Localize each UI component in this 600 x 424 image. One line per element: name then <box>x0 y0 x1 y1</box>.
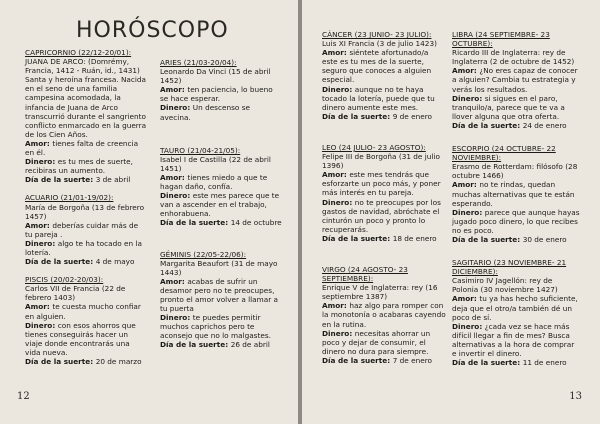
page-number-right: 13 <box>569 391 582 402</box>
zodiac-sign: LIBRA (24 SEPTIEMBRE- 23 OCTUBRE): <box>452 30 550 49</box>
money-line <box>452 94 580 121</box>
horoscope-entry <box>25 48 147 184</box>
entry-heading <box>322 30 446 48</box>
money-line <box>322 198 446 234</box>
money-label: Dinero: <box>322 328 355 338</box>
love-line <box>452 180 580 207</box>
entry-heading <box>452 144 580 180</box>
love-text: ¿No eres capaz de conocer a alguien? Cambia tu estrategia y verás los resultados. <box>452 66 578 94</box>
luck-line <box>25 357 147 366</box>
famous-person: Felipe III de Borgoña (31 de julio 1396) <box>322 152 440 171</box>
luck-text: 11 de enero <box>522 358 567 368</box>
money-label: Dinero: <box>452 321 485 331</box>
left-column-2 <box>160 58 282 359</box>
luck-label: Día de la suerte: <box>322 111 393 121</box>
horoscope-entry <box>160 250 282 350</box>
love-line <box>452 66 580 93</box>
luck-text: 9 de enero <box>392 111 432 121</box>
horoscope-entry <box>322 265 446 365</box>
luck-line <box>160 218 282 227</box>
luck-text: 7 de enero <box>392 355 432 365</box>
love-text: este mes tendrás que esforzarte un poco más, y poner más interés en tu pareja. <box>322 170 441 198</box>
money-label: Dinero: <box>25 157 58 167</box>
love-label: Amor: <box>322 170 350 180</box>
zodiac-sign: ARIES (21/03-20/04): <box>160 58 237 67</box>
love-line <box>25 302 147 320</box>
money-text: no te preocupes por los gastos de navidad, abróchate el cinturón un poco y pronto lo recuperarás. <box>322 197 441 234</box>
horoscope-entry <box>452 30 580 130</box>
money-text: si sigues en el paro, tranquilo/a, parece que te va a llover alguna que otra oferta. <box>452 93 565 121</box>
money-text: este mes parece que te van a ascender en el trabajo, enhorabuena. <box>160 191 280 219</box>
entry-heading <box>25 275 147 302</box>
luck-label: Día de la suerte: <box>452 358 523 368</box>
love-text: haz algo para romper con la monotonía o acabaras cayendo en la rutina. <box>322 301 446 329</box>
left-page <box>0 0 298 424</box>
famous-person: Erasmo de Rotterdam: filósofo (28 octubre 1466) <box>452 162 578 181</box>
famous-person: JUANA DE ARCO: (Domrémy, Francia, 1412 - Ruán, id., 1431) Santa y heroína francesa. Nacida en el seno de una familia campesina acomodada, la infancia de Juana de Arco transcurrió durante el sangriento conflicto enmarcado en la guerra de los Cien Años. <box>25 57 147 139</box>
zodiac-sign: LEO (24 JULIO- 23 AGOSTO): <box>322 142 426 152</box>
love-text: siéntete afortunado/a este es tu mes de la suerte, seguro que conoces a alguien especial. <box>322 48 432 85</box>
luck-label: Día de la suerte: <box>452 120 523 130</box>
horoscope-entry <box>322 143 446 243</box>
luck-label: Día de la suerte: <box>160 218 231 228</box>
zodiac-sign: PISCIS (20/02-20/03): <box>25 275 104 285</box>
money-line <box>322 329 446 356</box>
love-line <box>25 139 147 157</box>
money-label: Dinero: <box>25 320 58 330</box>
zodiac-sign: VIRGO (24 AGOSTO- 23 SEPTIEMBRE): <box>322 264 408 284</box>
entry-heading <box>160 250 282 277</box>
love-label: Amor: <box>160 276 188 286</box>
love-line <box>322 301 446 328</box>
entry-heading <box>452 30 580 66</box>
zodiac-sign: CAPRICORNIO (22/12-20/01): <box>25 48 132 57</box>
luck-line <box>452 235 580 244</box>
money-line <box>160 191 282 218</box>
love-line <box>160 277 282 313</box>
famous-person: Luis XI Francia (3 de julio 1423) <box>322 39 437 49</box>
money-text: necesitas ahorrar un poco y dejar de consumir, el dinero no dura para siempre. <box>322 328 431 356</box>
love-label: Amor: <box>25 302 53 312</box>
right-page <box>302 0 600 424</box>
famous-person: Casimiro IV Jagellón: rey de Polonia (30 noviembre 1427) <box>452 276 558 295</box>
horoscope-entry <box>25 193 147 266</box>
money-line <box>25 321 147 357</box>
horoscope-entry <box>160 146 282 228</box>
money-line <box>160 313 282 340</box>
luck-line <box>452 121 580 130</box>
luck-line <box>25 257 147 266</box>
money-text: algo te ha tocado en la lotería. <box>25 238 142 257</box>
famous-person: Isabel I de Castilla (22 de abril 1451) <box>160 154 271 173</box>
love-text: deberías cuidar más de tu pareja . <box>25 220 139 239</box>
luck-text: 18 de enero <box>392 233 437 243</box>
love-label: Amor: <box>452 66 480 76</box>
luck-label: Día de la suerte: <box>25 357 96 366</box>
love-label: Amor: <box>25 220 53 230</box>
luck-label: Día de la suerte: <box>322 233 393 243</box>
entry-heading <box>25 48 147 139</box>
luck-text: 3 de abril <box>95 175 131 185</box>
love-label: Amor: <box>452 180 480 190</box>
luck-line <box>25 175 147 184</box>
zodiac-sign: TAURO (21/04-21/05): <box>160 145 241 155</box>
money-label: Dinero: <box>322 197 355 207</box>
luck-text: 14 de octubre <box>230 218 282 228</box>
love-line <box>322 48 446 84</box>
love-label: Amor: <box>160 172 188 182</box>
love-text: acabas de sufrir un desamor pero no te preocupes, pronto el amor volver a llamar a tu puerta <box>160 276 279 314</box>
money-label: Dinero: <box>452 93 485 103</box>
luck-text: 30 de enero <box>522 234 567 244</box>
entry-heading <box>452 258 580 294</box>
money-label: Dinero: <box>160 191 193 201</box>
luck-label: Día de la suerte: <box>322 355 393 365</box>
love-label: Amor: <box>160 85 188 95</box>
zodiac-sign: ACUARIO (21/01-19/02): <box>25 193 114 203</box>
luck-label: Día de la suerte: <box>25 257 96 267</box>
money-label: Dinero: <box>452 207 485 217</box>
entry-heading <box>25 193 147 220</box>
page-number-left: 12 <box>17 391 30 402</box>
money-label: Dinero: <box>322 84 355 94</box>
luck-line <box>452 358 580 367</box>
entry-heading <box>322 143 446 170</box>
love-text: no te rindas, quedan muchas alternativas que te están esperando. <box>452 180 575 208</box>
famous-person: Enrique V de Inglaterra: rey (16 septiembre 1387) <box>322 283 438 302</box>
page-title: HORÓSCOPO <box>76 18 229 43</box>
horoscope-entry <box>322 30 446 121</box>
zodiac-sign: SAGITARIO (23 NOVIEMBRE- 21 DICIEMBRE): <box>452 258 567 277</box>
luck-line <box>322 356 446 365</box>
luck-label: Día de la suerte: <box>25 175 96 185</box>
love-line <box>160 85 282 103</box>
zodiac-sign: CÁNCER (23 JUNIO- 23 JULIO): <box>322 30 432 39</box>
love-line <box>25 221 147 239</box>
horoscope-entry <box>25 275 147 366</box>
luck-line <box>322 234 446 243</box>
entry-heading <box>160 146 282 173</box>
love-text: tienes miedo a que te hagan daño, confía. <box>160 172 268 192</box>
zodiac-sign: GÉMINIS (22/05-22/06): <box>160 249 247 259</box>
right-column-2 <box>452 30 580 376</box>
money-text: parece que aunque hayas jugado poco dinero, lo que recibes no es poco. <box>452 207 580 235</box>
luck-line <box>322 112 446 121</box>
luck-line <box>160 340 282 349</box>
money-text: te puedes permitir muchos caprichos pero te aconsejo que no lo malgastes. <box>160 313 271 341</box>
luck-text: 20 de marzo <box>95 357 142 366</box>
zodiac-sign: ESCORPIO (24 OCTUBRE- 22 NOVIEMBRE): <box>452 144 556 163</box>
love-text: te cuesta mucho confiar en alguien. <box>25 302 141 321</box>
famous-person: María de Borgoña (13 de febrero 1457) <box>25 202 145 221</box>
luck-label: Día de la suerte: <box>452 234 523 244</box>
love-line <box>452 294 580 321</box>
money-text: aunque no te haya tocado la lotería, puede que tu dinero aumente este mes. <box>322 84 435 112</box>
love-label: Amor: <box>322 301 350 311</box>
money-label: Dinero: <box>160 313 193 323</box>
luck-label: Día de la suerte: <box>160 340 231 350</box>
right-column-1 <box>322 30 446 374</box>
famous-person: Ricardo III de Inglaterra: rey de Inglaterra (2 de octubre de 1452) <box>452 48 575 67</box>
luck-text: 4 de mayo <box>95 257 135 267</box>
love-text: tu ya has hecho suficiente, deja que el otro/a también dé un poco de sí. <box>452 294 578 322</box>
money-text: es tu mes de suerte, recibiras un aumento. <box>25 157 133 176</box>
money-line <box>452 322 580 358</box>
left-column-1 <box>25 48 147 375</box>
love-text: ten paciencia, lo bueno se hace esperar. <box>160 85 273 104</box>
money-line <box>25 239 147 257</box>
famous-person: Carlos VII de Francia (22 de febrero 1403) <box>25 284 126 303</box>
money-text: ¿cada vez se hace más difícil llegar a fin de mes? Busca alternativas a la hora de comprar e invertir el dinero. <box>452 321 575 358</box>
famous-person: Leonardo Da Vinci (15 de abril 1452) <box>160 67 271 86</box>
luck-text: 26 de abril <box>230 340 270 350</box>
money-text: Un descenso se avecina. <box>160 103 250 122</box>
horoscope-entry <box>452 144 580 244</box>
love-label: Amor: <box>452 294 480 304</box>
love-line <box>160 173 282 191</box>
money-label: Dinero: <box>25 238 58 248</box>
luck-text: 24 de enero <box>522 120 567 130</box>
money-text: con esos ahorros que tienes conseguirás hacer un viaje donde encontrarás una vida nueva. <box>25 320 136 357</box>
love-line <box>322 170 446 197</box>
money-line <box>452 208 580 235</box>
money-label: Dinero: <box>160 103 193 113</box>
entry-heading <box>322 265 446 301</box>
horoscope-entry <box>160 58 282 122</box>
entry-heading <box>160 58 282 85</box>
love-label: Amor: <box>25 138 53 148</box>
love-label: Amor: <box>322 48 350 58</box>
money-line <box>160 103 282 121</box>
famous-person: Margarita Beaufort (31 de mayo 1443) <box>160 258 278 277</box>
horoscope-entry <box>452 258 580 367</box>
money-line <box>25 157 147 175</box>
love-text: tienes falta de creencia en él. <box>25 138 139 158</box>
money-line <box>322 85 446 112</box>
